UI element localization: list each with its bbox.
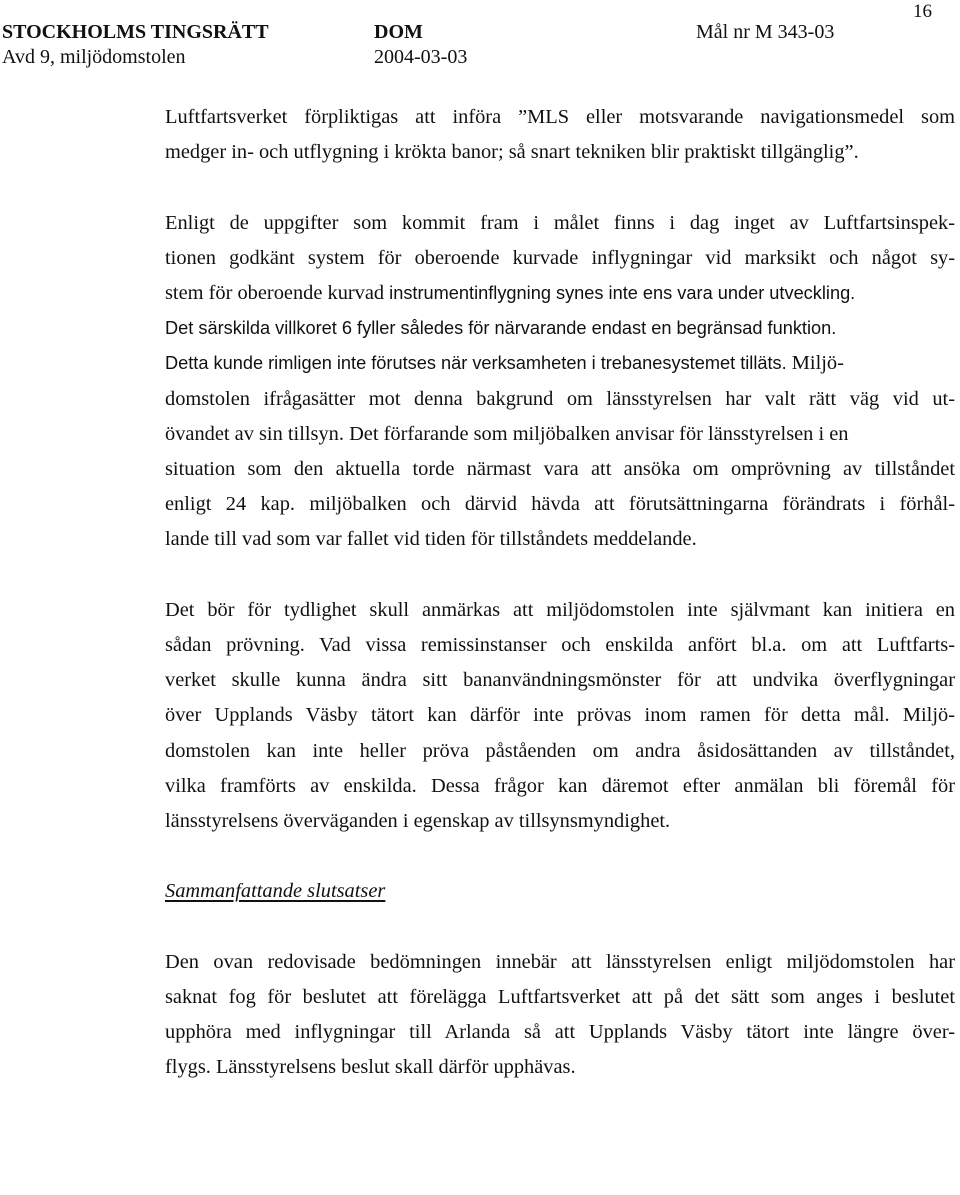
paragraph-scope-limits — [165, 593, 955, 839]
text-run: övandet av sin tillsyn. — [165, 422, 344, 445]
text-line: upphöra med inflygningar till Arlanda så att Upplands Väsby tätort inte längre över- — [165, 1021, 955, 1044]
paragraph-assessment — [165, 206, 955, 558]
text-run-sans: Detta kunde rimligen inte förutses när verksamheten i trebanesystemet tilläts. — [165, 353, 787, 374]
paragraph-conclusion — [165, 945, 955, 1086]
header-row-2 — [2, 45, 932, 70]
header-row-1 — [2, 20, 932, 45]
text-line: länsstyrelsens överväganden i egenskap av tillsynsmyndighet. — [165, 810, 671, 833]
text-line: situation som den aktuella torde närmast vara att ansöka om omprövning av tillståndet — [165, 458, 955, 481]
text-run: stem för oberoende kurvad — [165, 282, 385, 304]
document-date: 2004-03-03 — [374, 46, 468, 68]
text-line: flygs. Länsstyrelsens beslut skall därför upphävas. — [165, 1056, 576, 1079]
case-number: Mål nr M 343-03 — [696, 21, 835, 43]
document-header — [2, 20, 932, 70]
section-heading: Sammanfattande slutsatser — [165, 880, 386, 903]
text-line: Den ovan redovisade bedömningen innebär att länsstyrelsen enligt miljödomstolen har — [165, 950, 955, 973]
page-number: 16 — [913, 1, 932, 22]
text-run: Det förfarande som miljöbalken anvisar för länsstyrelsen i en — [343, 422, 849, 445]
court-name: STOCKHOLMS TINGSRÄTT — [2, 21, 269, 43]
text-line: verket skulle kunna ändra sitt bananvändningsmönster för att undvika överflygningar — [165, 669, 955, 692]
text-line: över Upplands Väsby tätort kan därför inte prövas inom ramen för detta mål. Miljö- — [165, 704, 955, 727]
paragraph-gap — [165, 839, 955, 874]
paragraph-gap — [165, 170, 955, 205]
text-line — [165, 276, 955, 311]
text-run: Miljö- — [786, 352, 844, 375]
paragraph-mls-obligation — [165, 100, 955, 170]
text-line: lande till vad som var fallet vid tiden för tillståndets meddelande. — [165, 528, 697, 551]
text-line: Det bör för tydlighet skull anmärkas att miljödomstolen inte självmant kan initiera en — [165, 598, 955, 621]
text-line: medger in- och utflygning i krökta banor; så snart tekniken blir praktiskt tillgänglig”. — [165, 141, 859, 164]
paragraph-gap — [165, 910, 955, 945]
text-run-sans: instrumentinflygning synes inte ens vara under utveckling. — [384, 283, 856, 303]
text-line — [165, 417, 955, 452]
text-line: Enligt de uppgifter som kommit fram i målet finns i dag inget av Luftfartsinspek- — [165, 211, 955, 234]
paragraph-gap — [165, 558, 955, 593]
text-line: sådan prövning. Vad vissa remissinstanser och enskilda anfört bl.a. om att Luftfarts- — [165, 634, 955, 657]
text-line — [165, 346, 955, 381]
text-line: saknat fog för beslutet att förelägga Luftfartsverket att på det sätt som anges i beslutet — [165, 986, 955, 1009]
text-line: tionen godkänt system för oberoende kurvade inflygningar vid marksikt och något sy- — [165, 246, 955, 269]
document-type: DOM — [374, 21, 423, 43]
court-department: Avd 9, miljödomstolen — [2, 46, 186, 68]
text-line: Det särskilda villkoret 6 fyller således för närvarande endast en begränsad funktion. — [165, 318, 837, 339]
text-line: enligt 24 kap. miljöbalken och därvid hävda att förutsättningarna förändrats i förhål- — [165, 493, 955, 516]
document-body — [165, 100, 955, 1086]
text-line: domstolen ifrågasätter mot denna bakgrund om länsstyrelsen har valt rätt väg vid ut- — [165, 387, 955, 410]
text-line: Luftfartsverket förpliktigas att införa ”MLS eller motsvarande navigationsmedel som — [165, 106, 955, 128]
text-line: domstolen kan inte heller pröva påståenden om andra åsidosättanden av tillståndet, — [165, 739, 955, 762]
text-line: vilka framförts av enskilda. Dessa frågor kan däremot efter anmälan bli föremål för — [165, 774, 955, 797]
